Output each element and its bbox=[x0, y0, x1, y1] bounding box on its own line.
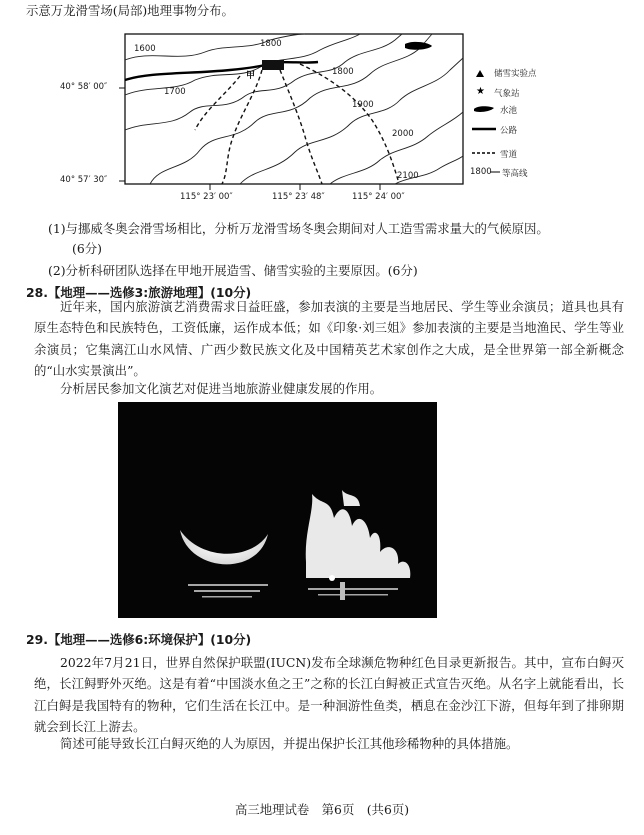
question-1: (1)与挪威冬奥会滑雪场相比，分析万龙滑雪场冬奥会期间对人工造雪需求量大的气候原因。 bbox=[48, 221, 549, 236]
legend-label: 雪道 bbox=[500, 150, 518, 160]
section-29-title: 29.【地理——选修6:环境保护】(10分) bbox=[26, 632, 252, 647]
map-drawing bbox=[0, 0, 644, 200]
site-marker bbox=[262, 60, 284, 70]
section-29-question: 简述可能导致长江白鲟灭绝的人为原因，并提出保护长江其他珍稀物种的具体措施。 bbox=[60, 736, 519, 751]
contour-label: 2100 bbox=[397, 171, 419, 181]
performer-light bbox=[329, 575, 335, 581]
figure-caption: 示意万龙滑雪场(局部)地理事物分布。 bbox=[26, 3, 234, 18]
section-28-title: 28.【地理——选修3:旅游地理】(10分) bbox=[26, 285, 252, 300]
pool-shape bbox=[405, 42, 432, 50]
page-footer: 高三地理试卷 第6页 (共6页) bbox=[234, 802, 410, 817]
legend-triangle-icon bbox=[476, 70, 484, 77]
site-label: 甲 bbox=[246, 71, 256, 81]
water-reflection bbox=[188, 584, 398, 598]
ski-runs bbox=[195, 64, 398, 184]
legend-contour-sample: 1800 bbox=[470, 167, 492, 177]
lit-trees bbox=[306, 490, 411, 578]
legend-label: 气象站 bbox=[494, 89, 520, 99]
longitude-label: 115° 23′ 00″ bbox=[180, 192, 233, 202]
contour-lines bbox=[125, 34, 463, 184]
performance-photo bbox=[118, 402, 437, 618]
photo-drawing bbox=[118, 402, 437, 618]
longitude-label: 115° 24′ 00″ bbox=[352, 192, 405, 202]
latitude-label: 40° 57′ 30″ bbox=[60, 175, 108, 185]
section-28-paragraph: 近年来，国内旅游演艺消费需求日益旺盛，参加表演的主要是当地居民、学生等业余演员；道具也具有原生态特色和民族特色，工资低廉，运作成本低；如《印象·刘三姐》参加表演的主要是当地渔民、学生等业余演员；它集漓江山水风情、广西少数民族文化及中国精英艺术家创作之大成，是全世界第一部全新概念的“山水实景演出”。 bbox=[34, 299, 624, 378]
contour-label: 1900 bbox=[352, 100, 374, 110]
contour-label: 1800 bbox=[332, 67, 354, 77]
contour-label: 2000 bbox=[392, 129, 414, 139]
legend-label: 等高线 bbox=[502, 169, 528, 179]
legend-label: 公路 bbox=[500, 126, 518, 136]
crescent-moon bbox=[180, 530, 268, 564]
contour-label: 1700 bbox=[164, 87, 186, 97]
ski-resort-map bbox=[0, 0, 644, 200]
question-1-score: (6分) bbox=[72, 241, 102, 256]
legend-label: 储雪实验点 bbox=[494, 69, 537, 79]
contour-label: 1600 bbox=[134, 44, 156, 54]
legend-star-icon: ★ bbox=[476, 86, 485, 97]
performer-figure bbox=[340, 582, 345, 600]
legend-label: 水池 bbox=[500, 106, 518, 116]
latitude-label: 40° 58′ 00″ bbox=[60, 82, 108, 92]
section-29-paragraph: 2022年7月21日，世界自然保护联盟(IUCN)发布全球濒危物种红色目录更新报告。其中，宣布白鲟灭绝，长江鲟野外灭绝。这是有着“中国淡水鱼之王”之称的长江白鲟被正式宣告灭绝。从名字上就能看出，长江白鲟是我国特有的物种，它们生活在长江中。是一种洄游性鱼类，栖息在金沙江下游，但每年到了排卵期就会到长江上游去。 bbox=[34, 655, 624, 734]
longitude-label: 115° 23′ 48″ bbox=[272, 192, 325, 202]
contour-label: 1800 bbox=[260, 39, 282, 49]
legend-pool-icon bbox=[474, 106, 494, 112]
road-line bbox=[125, 62, 318, 80]
section-28-question: 分析居民参加文化演艺对促进当地旅游业健康发展的作用。 bbox=[60, 381, 383, 396]
question-2: (2)分析科研团队选择在甲地开展造雪、储雪实验的主要原因。(6分) bbox=[48, 263, 418, 278]
